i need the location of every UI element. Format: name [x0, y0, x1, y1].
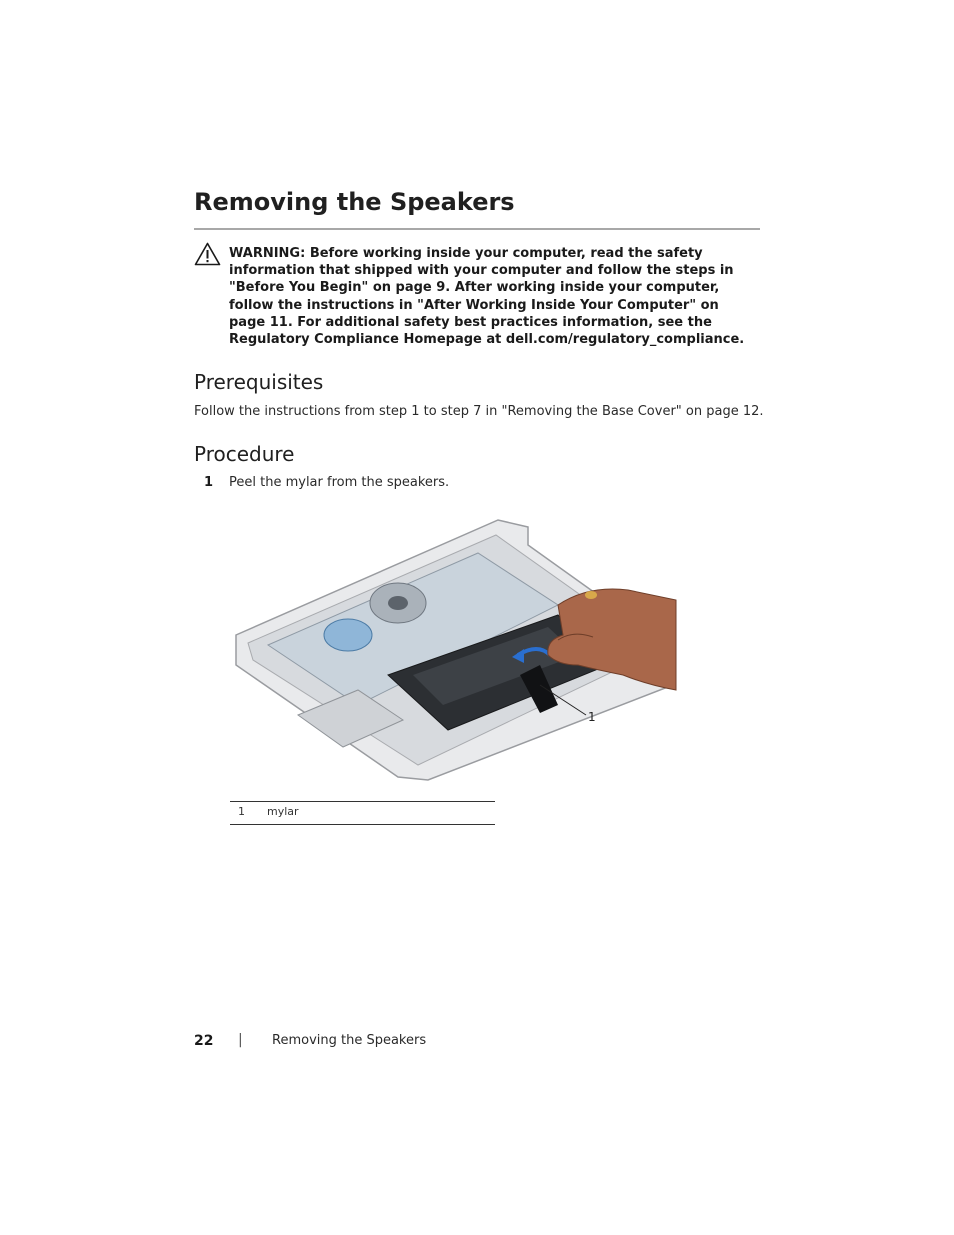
footer-separator: | — [238, 1032, 243, 1048]
footer-section-title: Removing the Speakers — [272, 1033, 427, 1048]
procedure-heading: Procedure — [194, 442, 295, 466]
laptop-speaker-illustration — [228, 515, 678, 785]
legend-number: 1 — [238, 805, 245, 818]
prerequisites-heading: Prerequisites — [194, 370, 324, 394]
warning-icon — [194, 242, 221, 266]
prerequisites-text: Follow the instructions from step 1 to step 7 in "Removing the Base Cover" on page 12. — [194, 404, 764, 419]
figure-legend — [230, 801, 495, 825]
step-text: Peel the mylar from the speakers. — [229, 475, 450, 490]
legend-label: mylar — [267, 805, 299, 818]
step-number: 1 — [204, 475, 214, 490]
footer-page-number: 22 — [194, 1033, 214, 1049]
page-title: Removing the Speakers — [194, 188, 515, 216]
figure-callout: 1 — [588, 710, 596, 724]
warning-text: WARNING: Before working inside your computer, read the safety information that shipped with your computer and follow the steps in "Before You Begin" on page 9. After working inside your computer, follow the instructions in "After Working Inside Your Computer" on page 11. For additional safety best practices information, see the Regulatory Compliance Homepage at dell.com/regulatory_compliance. — [229, 246, 745, 348]
title-divider — [194, 228, 760, 230]
